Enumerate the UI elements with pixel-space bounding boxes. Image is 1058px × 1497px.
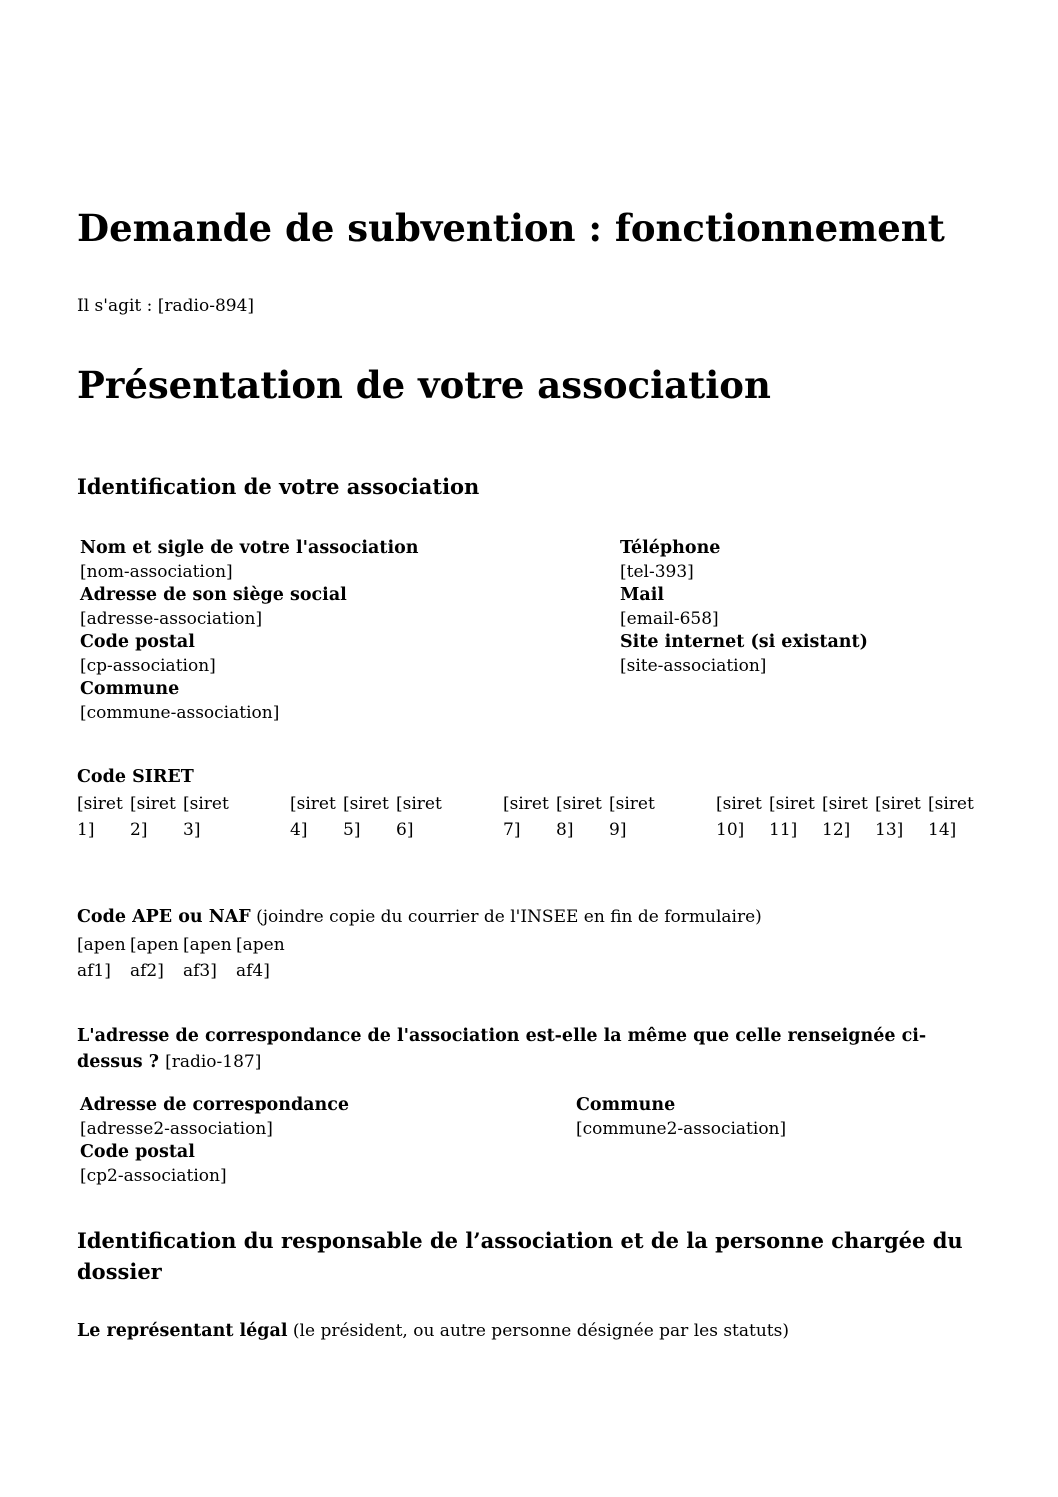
siret-field-line2: 7] [503,820,521,840]
ape-field-4[interactable] [236,932,285,984]
siret-field-10[interactable] [716,791,762,843]
ape-field-1[interactable] [77,932,126,984]
adresse2-field[interactable]: [adresse2-association] [80,1118,273,1139]
siret-field-line2: 4] [290,820,308,840]
siret-field-line1: [siret [343,794,389,814]
siret-field-7[interactable] [503,791,549,843]
ape-field-line1: [apen [130,935,179,955]
siret-field-11[interactable] [769,791,815,843]
siret-field-line1: [siret [396,794,442,814]
intro-line [77,295,254,319]
siret-field-line2: 10] [716,820,745,840]
siret-field-13[interactable] [875,791,921,843]
ape-field-line2: af2] [130,961,164,981]
cp-association-label: Code postal [80,632,195,652]
adresse-association-label: Adresse de son siège social [80,585,347,605]
siret-field-line2: 3] [183,820,201,840]
commune-association-field[interactable]: [commune-association] [80,702,280,723]
mail-field[interactable]: [email-658] [620,608,719,629]
correspondance-right-column [576,1094,996,1141]
siret-field-line1: [siret [290,794,336,814]
ape-field-3[interactable] [183,932,232,984]
cp2-field[interactable]: [cp2-association] [80,1165,227,1186]
ape-field-line1: [apen [77,935,126,955]
siret-field-line1: [siret [130,794,176,814]
siret-field-line2: 6] [396,820,414,840]
mail-label: Mail [620,585,665,605]
siret-field-1[interactable] [77,791,123,843]
siret-field-line2: 13] [875,820,904,840]
ape-field-line1: [apen [236,935,285,955]
representant-note: (le président, ou autre personne désignée par les statuts) [292,1321,789,1341]
siret-field-line2: 5] [343,820,361,840]
siret-field-12[interactable] [822,791,868,843]
intro-label: Il s'agit : [77,296,153,316]
siret-field-5[interactable] [343,791,389,843]
siret-field-4[interactable] [290,791,336,843]
correspondance-question-line1: L'adresse de correspondance de l'association est-elle la même que celle renseignée ci- [77,1026,927,1046]
correspondance-question-text: dessus ? [77,1052,159,1072]
identification-right-column [620,537,1020,678]
siret-field-line2: 9] [609,820,627,840]
siret-field-line1: [siret [556,794,602,814]
siret-field-line1: [siret [822,794,868,814]
page-title: Demande de subvention : fonctionnement [77,206,945,250]
siret-field-line1: [siret [928,794,974,814]
siret-field-9[interactable] [609,791,655,843]
correspondance-left-column [80,1094,580,1188]
commune2-label: Commune [576,1095,676,1115]
siret-field-line1: [siret [183,794,229,814]
responsable-heading-line1: Identification du responsable de l’association et de la personne chargée du [77,1228,963,1253]
nom-association-label: Nom et sigle de votre l'association [80,538,419,558]
siret-field-2[interactable] [130,791,176,843]
siret-field-line2: 12] [822,820,851,840]
siret-field-line2: 1] [77,820,95,840]
identification-heading: Identification de votre association [77,474,480,499]
representant-label: Le représentant légal [77,1321,288,1341]
telephone-label: Téléphone [620,538,721,558]
section-title: Présentation de votre association [77,363,771,407]
siret-field-line2: 11] [769,820,798,840]
ape-note: (joindre copie du courrier de l'INSEE en fin de formulaire) [256,907,762,927]
siret-field-14[interactable] [928,791,974,843]
siret-field-line2: 2] [130,820,148,840]
ape-field-line2: af3] [183,961,217,981]
siret-field-line1: [siret [609,794,655,814]
site-field[interactable]: [site-association] [620,655,767,676]
adresse2-label: Adresse de correspondance [80,1095,350,1115]
ape-field-2[interactable] [130,932,179,984]
siret-label: Code SIRET [77,767,194,787]
correspondance-question-line2 [77,1051,261,1075]
commune-association-label: Commune [80,679,180,699]
responsable-heading-line2: dossier [77,1259,162,1284]
siret-field-line1: [siret [77,794,123,814]
intro-radio-field[interactable]: [radio-894] [157,296,255,316]
adresse-association-field[interactable]: [adresse-association] [80,608,263,629]
siret-field-line1: [siret [716,794,762,814]
nom-association-field[interactable]: [nom-association] [80,561,233,582]
siret-field-line1: [siret [503,794,549,814]
siret-field-line2: 8] [556,820,574,840]
correspondance-radio-field[interactable]: [radio-187] [165,1052,262,1072]
ape-label: Code APE ou NAF [77,907,251,927]
commune2-field[interactable]: [commune2-association] [576,1118,787,1139]
ape-field-line2: af4] [236,961,270,981]
siret-field-line1: [siret [769,794,815,814]
ape-field-line1: [apen [183,935,232,955]
cp-association-field[interactable]: [cp-association] [80,655,216,676]
siret-field-6[interactable] [396,791,442,843]
site-label: Site internet (si existant) [620,632,868,652]
ape-field-line2: af1] [77,961,111,981]
siret-field-line1: [siret [875,794,921,814]
siret-field-line2: 14] [928,820,957,840]
representant-line [77,1320,789,1344]
cp2-label: Code postal [80,1142,195,1162]
ape-line [77,906,762,930]
siret-field-8[interactable] [556,791,602,843]
identification-left-column [80,537,580,725]
siret-field-3[interactable] [183,791,229,843]
telephone-field[interactable]: [tel-393] [620,561,694,582]
